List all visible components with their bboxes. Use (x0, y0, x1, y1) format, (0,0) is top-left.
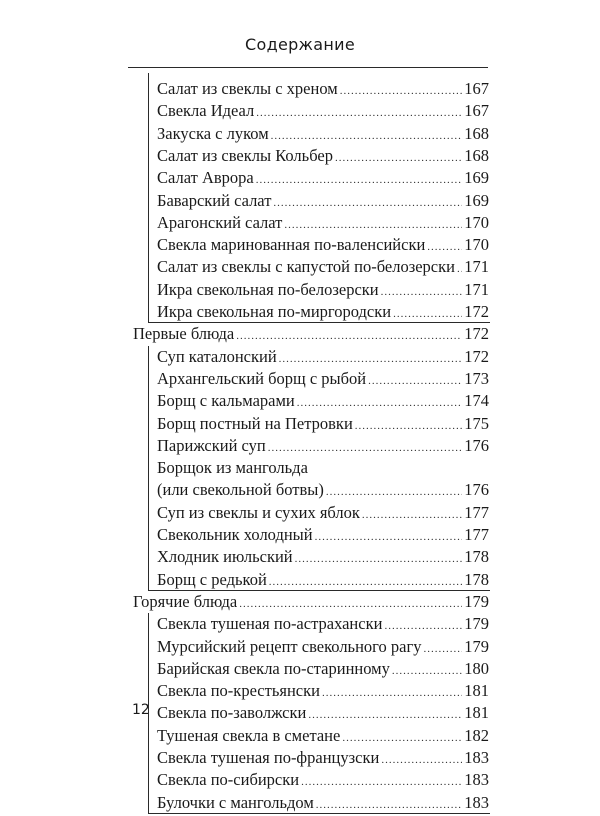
toc-leader-dots (381, 749, 462, 771)
toc-leader-dots (239, 593, 462, 615)
toc-entry[interactable] (157, 769, 489, 791)
toc-indent-rule (148, 613, 149, 813)
toc-entry-page: 181 (464, 703, 489, 723)
toc-entry-page: 171 (464, 257, 489, 277)
toc-leader-dots (362, 504, 462, 526)
toc-entry[interactable] (157, 100, 489, 122)
toc-entry-title: Свекла маринованная по-валенсийски (157, 235, 426, 255)
toc-leader-dots (457, 258, 462, 280)
toc-entry-title: Салат из свеклы с капустой по-белозерски (157, 257, 455, 277)
toc-entry-page: 179 (464, 636, 489, 656)
toc-entry-title: Булочки с мангольдом (157, 792, 314, 812)
toc-entry-title: Мурсийский рецепт свекольного рагу (157, 636, 422, 656)
toc-entry-title: Горячие блюда (133, 591, 238, 611)
toc-leader-dots (271, 125, 463, 147)
toc-entry-title: Салат Аврора (157, 168, 254, 188)
toc-indent-rule (148, 346, 149, 590)
toc-entry-page: 176 (464, 480, 489, 500)
toc-entry-title-line: Борщок из мангольда (157, 458, 308, 478)
toc-entry-title: Свекла Идеал (157, 101, 255, 121)
toc-entry[interactable] (157, 546, 489, 568)
toc-entry-page: 169 (464, 168, 489, 188)
toc-entry-page: 172 (464, 346, 489, 366)
toc-entry-page: 176 (464, 435, 489, 455)
toc-leader-dots (256, 102, 462, 124)
toc-entry-page: 169 (464, 190, 489, 210)
page-number: 12 (132, 702, 150, 718)
toc-entry-page: 181 (464, 681, 489, 701)
toc-entry-page: 167 (464, 101, 489, 121)
toc-entry-title: Хлодник июльский (157, 547, 293, 567)
toc-indent-rule (148, 73, 149, 322)
toc-entry[interactable] (157, 680, 489, 702)
toc-entry[interactable] (157, 301, 489, 323)
toc-entry-page: 170 (464, 212, 489, 232)
toc-leader-dots (368, 370, 462, 392)
toc-entry[interactable] (157, 479, 489, 501)
toc-entry[interactable] (157, 747, 489, 769)
toc-entry[interactable] (157, 435, 489, 457)
header-divider (128, 67, 488, 68)
toc-entry-page: 172 (464, 324, 489, 344)
toc-leader-dots (384, 615, 462, 637)
toc-entry-title: Арагонский салат (157, 212, 283, 232)
toc-leader-dots (427, 236, 462, 258)
toc-entry[interactable] (157, 212, 489, 234)
toc-entry[interactable] (157, 502, 489, 524)
toc-entry-title: Суп каталонский (157, 346, 277, 366)
toc-block-underline (148, 322, 490, 323)
toc-block-underline (148, 813, 490, 814)
toc-entry[interactable] (157, 123, 489, 145)
toc-entry[interactable] (157, 792, 489, 814)
toc-entry-page: 172 (464, 302, 489, 321)
toc-entry-page: 170 (464, 235, 489, 255)
toc-entry-page: 177 (464, 525, 489, 544)
toc-leader-dots (342, 727, 462, 749)
toc-entry-page: 183 (464, 748, 489, 767)
toc-entry[interactable] (157, 658, 489, 680)
toc-entry[interactable] (157, 636, 489, 658)
toc-entry-title: (или свекольной ботвы) (157, 480, 324, 500)
toc-entry[interactable] (157, 145, 489, 167)
toc-entry[interactable] (157, 413, 489, 435)
toc-entry[interactable] (157, 234, 489, 256)
toc-entry[interactable] (157, 702, 489, 724)
toc-entry[interactable] (157, 190, 489, 212)
toc-entry-page: 182 (464, 725, 489, 745)
toc-entry-page: 179 (464, 591, 489, 611)
toc-leader-dots (423, 638, 462, 660)
toc-entry[interactable] (157, 167, 489, 189)
toc-entry-title: Тушеная свекла в сметане (157, 725, 341, 745)
toc-entry[interactable] (157, 346, 489, 368)
toc-entry[interactable] (157, 279, 489, 301)
toc-entry-page: 168 (464, 123, 489, 143)
toc-leader-dots (315, 526, 463, 548)
toc-section-heading[interactable] (133, 323, 489, 345)
toc-entry-page: 178 (464, 569, 489, 589)
toc-entry-title: Свекла тушеная по-французски (157, 748, 380, 767)
toc-entry-title: Свекла по-сибирски (157, 770, 300, 790)
toc-leader-dots (381, 281, 463, 303)
toc-entry-page: 178 (464, 547, 489, 567)
toc-entry-title: Икра свекольная по-белозерски (157, 279, 379, 299)
toc-entry-title: Свекла по-крестьянски (157, 681, 320, 701)
toc-leader-dots (236, 325, 462, 347)
toc-entry-title: Свекла тушеная по-астрахански (157, 614, 383, 634)
toc-leader-dots (297, 392, 463, 414)
toc-entry[interactable] (157, 368, 489, 390)
toc-entry-page: 183 (464, 792, 489, 812)
toc-entry-page: 180 (464, 658, 489, 678)
toc-entry-page: 179 (464, 614, 489, 634)
toc-leader-dots (273, 192, 462, 214)
toc-entry-page: 174 (464, 391, 489, 411)
toc-entry[interactable] (157, 390, 489, 412)
toc-entry-title: Свекла по-заволжски (157, 703, 307, 723)
toc-entry[interactable] (157, 78, 489, 100)
toc-entry-title: Баварский салат (157, 190, 272, 210)
toc-leader-dots (268, 437, 463, 459)
toc-entry-page: 173 (464, 368, 489, 388)
toc-entry[interactable] (157, 256, 489, 278)
toc-entry-title: Свекольник холодный (157, 525, 313, 544)
toc-block-underline (148, 590, 490, 591)
toc-entry-page: 175 (464, 413, 489, 433)
toc-leader-dots (392, 660, 462, 682)
toc-entry-page: 168 (464, 145, 489, 165)
toc-entry-title: Борщ с редькой (157, 569, 267, 589)
toc-entry-page: 171 (464, 279, 489, 299)
toc-entry[interactable] (157, 569, 489, 591)
toc-leader-dots (256, 169, 463, 191)
toc-entry-page: 177 (464, 502, 489, 522)
toc-leader-dots (284, 214, 462, 236)
toc-entry-title: Борщ постный на Петровки (157, 413, 353, 433)
toc-leader-dots (322, 682, 462, 704)
toc-entry-title: Закуска с луком (157, 123, 269, 143)
toc-leader-dots (295, 548, 463, 570)
toc-entry-title: Первые блюда (133, 324, 235, 344)
toc-entry-page: 183 (464, 770, 489, 790)
toc-leader-dots (308, 704, 462, 726)
toc-leader-dots (279, 348, 463, 370)
toc-entry-title: Суп из свеклы и сухих яблок (157, 502, 360, 522)
toc-entry-title: Архангельский борщ с рыбой (157, 368, 367, 388)
toc-entry[interactable] (157, 524, 489, 546)
toc-entry-title: Икра свекольная по-миргородски (157, 302, 392, 321)
toc-leader-dots (301, 771, 462, 793)
toc-leader-dots (335, 147, 462, 169)
toc-leader-dots (355, 415, 462, 437)
toc-entry-title: Барийская свекла по-старинному (157, 658, 390, 678)
toc-leader-dots (326, 481, 462, 503)
running-header-title: Содержание (245, 35, 355, 54)
toc-section-heading[interactable] (133, 591, 489, 613)
toc-entry-page: 167 (464, 79, 489, 98)
toc-entry-title: Салат из свеклы с хреном (157, 79, 338, 98)
toc-entry[interactable] (157, 725, 489, 747)
toc-leader-dots (340, 80, 463, 102)
toc-entry-title: Борщ с кальмарами (157, 391, 295, 411)
toc-entry-title: Салат из свеклы Кольбер (157, 145, 333, 165)
toc-entry[interactable] (157, 613, 489, 635)
toc-entry-title: Парижский суп (157, 435, 266, 455)
